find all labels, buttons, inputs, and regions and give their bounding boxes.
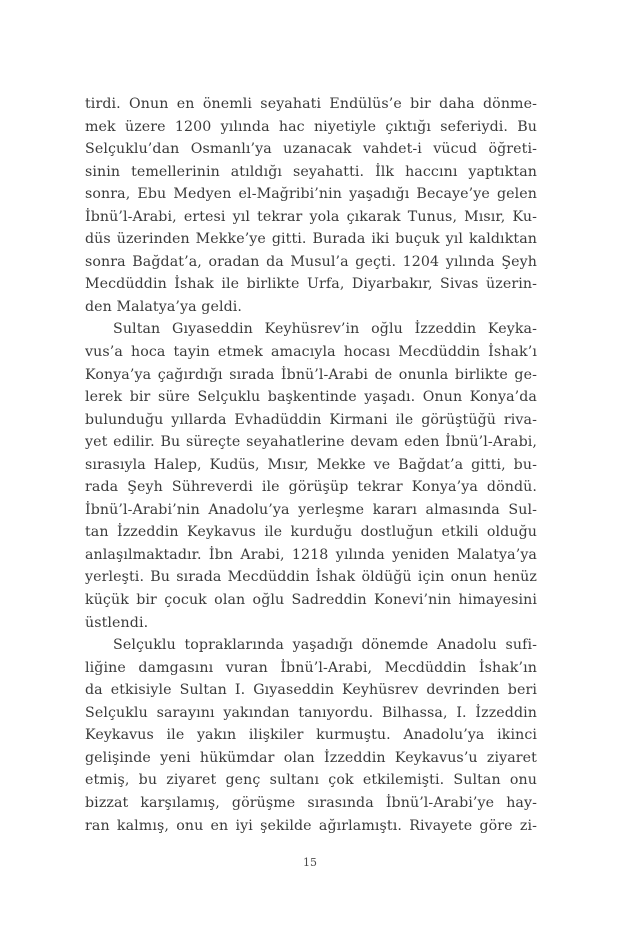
text-line: bulunduğu yıllarda Evhadüddin Kirmani ile görüştüğü riva- bbox=[85, 411, 537, 428]
text-line: Sultan Gıyaseddin Keyhüsrev’in oğlu İzzeddin Keyka- bbox=[113, 321, 537, 338]
text-line: da etkisiyle Sultan I. Gıyaseddin Keyhüsrev devrinden beri bbox=[85, 682, 537, 699]
text-line: rada Şeyh Sühreverdi ile görüşüp tekrar Konya’ya döndü. bbox=[85, 479, 537, 496]
text-line: sonra, Ebu Medyen el-Mağribi’nin yaşadığı Becaye’ye gelen bbox=[85, 186, 537, 203]
text-line: sırasıyla Halep, Kudüs, Mısır, Mekke ve Bağdat’a gitti, bu- bbox=[85, 456, 537, 473]
text-line: anlaşılmaktadır. İbn Arabi, 1218 yılında yeniden Malatya’ya bbox=[85, 546, 537, 563]
text-line: bizzat karşılamış, görüşme sırasında İbnü’l-Arabi’ye hay- bbox=[85, 794, 537, 811]
text-line: etmiş, bu ziyaret genç sultanı çok etkilemişti. Sultan onu bbox=[85, 772, 537, 789]
text-line: gelişinde yeni hükümdar olan İzzeddin Keykavus’u ziyaret bbox=[85, 749, 537, 766]
text-line: İbnü’l-Arabi, ertesi yıl tekrar yola çıkarak Tunus, Mısır, Ku- bbox=[85, 208, 537, 225]
text-line: İbnü’l-Arabi’nin Anadolu’ya yerleşme kararı almasında Sul- bbox=[85, 501, 537, 518]
text-line: Selçuklu topraklarında yaşadığı dönemde Anadolu sufi- bbox=[113, 637, 537, 654]
text-block bbox=[85, 93, 537, 837]
text-line: sinin temellerinin atıldığı seyahatti. İlk haccını yaptıktan bbox=[85, 163, 537, 180]
text-line: vus’a hoca tayin etmek amacıyla hocası Mecdüddin İshak’ı bbox=[85, 344, 537, 361]
text-line: küçük bir çocuk olan oğlu Sadreddin Konevi’nin himayesini bbox=[85, 592, 537, 609]
page-number: 15 bbox=[303, 856, 317, 869]
text-line: Selçuklu’dan Osmanlı’ya uzanacak vahdet-i vücud öğreti- bbox=[85, 141, 537, 158]
text-line: sonra Bağdat’a, oradan da Musul’a geçti. 1204 yılında Şeyh bbox=[85, 253, 537, 270]
text-line: düs üzerinden Mekke’ye gitti. Burada iki buçuk yıl kaldıktan bbox=[85, 231, 537, 248]
text-line: tirdi. Onun en önemli seyahati Endülüs’e bir daha dönme- bbox=[85, 96, 537, 112]
text-line: yerleşti. Bu sırada Mecdüddin İshak öldüğü için onun henüz bbox=[85, 569, 537, 586]
text-line: mek üzere 1200 yılında hac niyetiyle çıktığı seferiydi. Bu bbox=[85, 118, 537, 135]
paragraph bbox=[85, 93, 537, 318]
text-line: lerek bir süre Selçuklu başkentinde yaşadı. Onun Konya’da bbox=[85, 389, 537, 406]
paragraph bbox=[85, 634, 537, 837]
paragraph bbox=[85, 318, 537, 634]
text-line: Keykavus ile yakın ilişkiler kurmuştu. Anadolu’ya ikinci bbox=[85, 727, 537, 744]
text-line: liğine damgasını vuran İbnü’l-Arabi, Mecdüddin İshak’ın bbox=[85, 659, 537, 676]
text-line: Mecdüddin İshak ile birlikte Urfa, Diyarbakır, Sivas üzerin- bbox=[85, 276, 537, 293]
text-line: Selçuklu sarayını yakından tanıyordu. Bilhassa, I. İzzeddin bbox=[85, 704, 537, 721]
text-line: den Malatya’ya geldi. bbox=[85, 298, 243, 315]
text-line: yet edilir. Bu süreçte seyahatlerine devam eden İbnü’l-Arabi, bbox=[85, 434, 537, 451]
text-line: üstlendi. bbox=[85, 614, 149, 631]
text-line: tan İzzeddin Keykavus ile kurduğu dostluğun etkili olduğu bbox=[85, 524, 537, 541]
text-line: ran kalmış, onu en iyi şekilde ağırlamıştı. Rivayete göre zi- bbox=[85, 817, 537, 834]
text-line: Konya’ya çağırdığı sırada İbnü’l-Arabi de onunla birlikte ge- bbox=[85, 366, 537, 383]
